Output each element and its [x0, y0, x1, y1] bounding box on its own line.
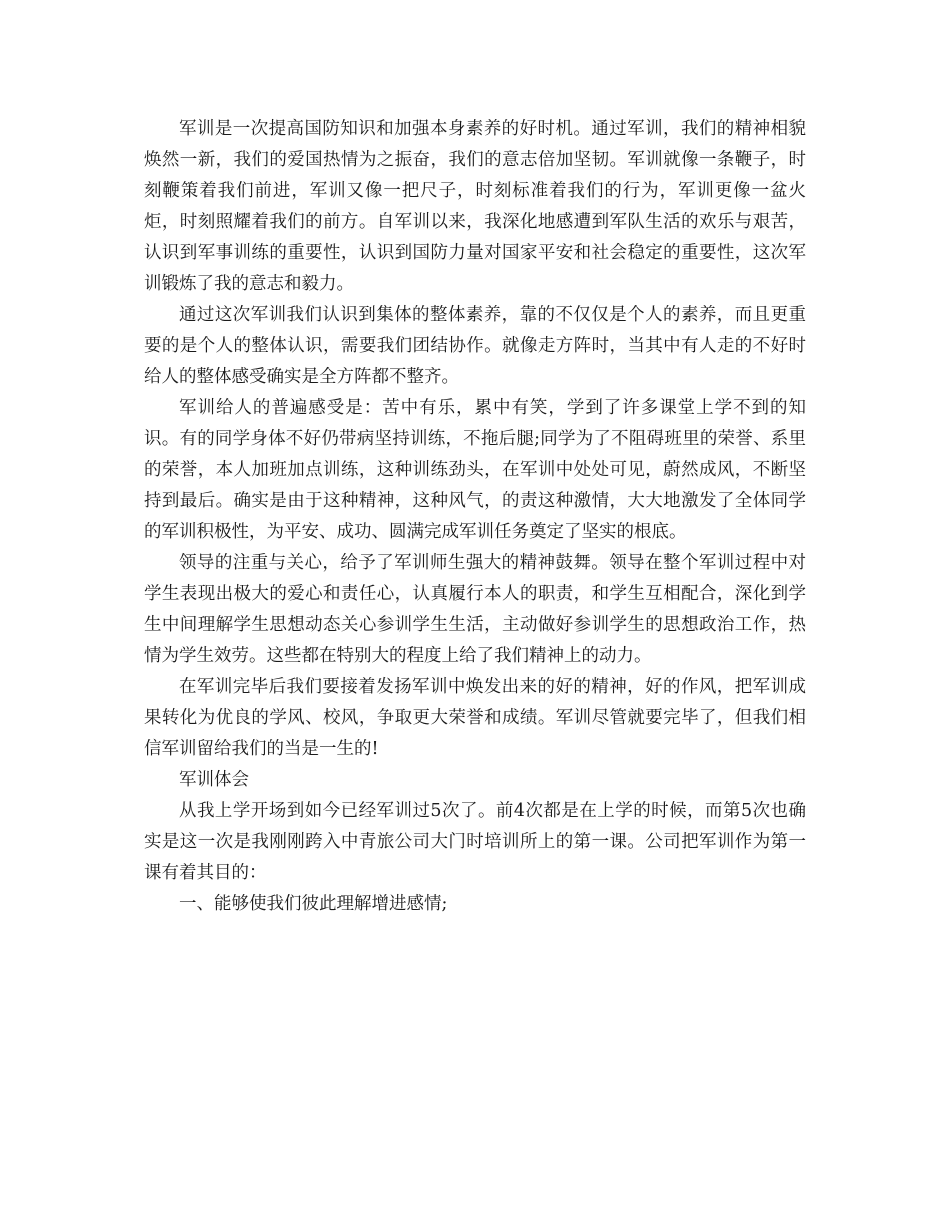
document-body — [144, 114, 806, 920]
paragraph: 领导的注重与关心，给予了军训师生强大的精神鼓舞。领导在整个军训过程中对学生表现出极大的爱心和责任心，认真履行本人的职责，和学生互相配合，深化到学生中间理解学生思想动态关心参训学生生活，主动做好参训学生的思想政治工作，热情为学生效劳。这些都在特别大的程度上给了我们精神上的动力。 — [144, 553, 806, 666]
paragraph: 在军训完毕后我们要接着发扬军训中焕发出来的好的精神，好的作风，把军训成果转化为优良的学风、校风，争取更大荣誉和成绩。军训尽管就要完毕了，但我们相信军训留给我们的当是一生的! — [144, 677, 806, 759]
paragraph: 军训给人的普遍感受是：苦中有乐，累中有笑，学到了许多课堂上学不到的知识。有的同学身体不好仍带病坚持训练，不拖后腿;同学为了不阻碍班里的荣誉、系里的荣誉，本人加班加点训练，这种训练劲头，在军训中处处可见，蔚然成风，不断坚持到最后。确实是由于这种精神，这种风气，的责这种激情，大大地激发了全体同学的军训积极性，为平安、成功、圆满完成军训任务奠定了坚实的根底。 — [144, 398, 806, 542]
paragraph: 一、能够使我们彼此理解增进感情; — [179, 894, 448, 914]
paragraph: 从我上学开场到如今已经军训过5次了。前4次都是在上学的时候，而第5次也确实是这一次是我刚刚跨入中青旅公司大门时培训所上的第一课。公司把军训作为第一课有着其目的： — [144, 801, 806, 883]
section-heading: 军训体会 — [179, 770, 249, 790]
paragraph: 通过这次军训我们认识到集体的整体素养，靠的不仅仅是个人的素养，而且更重要的是个人的整体认识，需要我们团结协作。就像走方阵时，当其中有人走的不好时给人的整体感受确实是全方阵都不整齐。 — [144, 305, 806, 387]
paragraph: 军训是一次提高国防知识和加强本身素养的好时机。通过军训，我们的精神相貌焕然一新，我们的爱国热情为之振奋，我们的意志倍加坚韧。军训就像一条鞭子，时刻鞭策着我们前进，军训又像一把尺子，时刻标准着我们的行为，军训更像一盆火炬，时刻照耀着我们的前方。自军训以来，我深化地感遭到军队生活的欢乐与艰苦，认识到军事训练的重要性，认识到国防力量对国家平安和社会稳定的重要性，这次军训锻炼了我的意志和毅力。 — [144, 119, 806, 294]
